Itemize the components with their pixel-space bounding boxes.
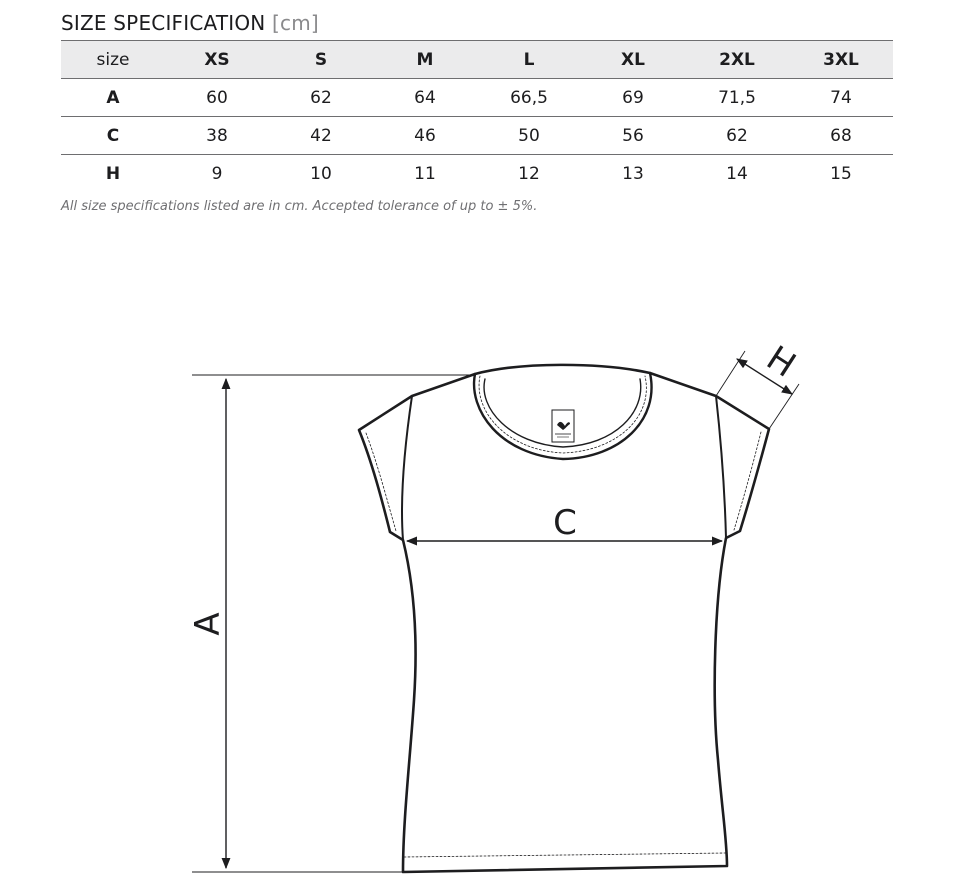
table-cell: 69 (622, 87, 644, 108)
title-unit: [cm] (272, 11, 319, 35)
row-label: C (106, 125, 120, 146)
table-cell: 62 (726, 125, 748, 146)
header-size: size (96, 49, 130, 70)
table-cell: 9 (211, 163, 223, 184)
table-cell: 71,5 (718, 87, 756, 108)
table-cell: 38 (206, 125, 228, 146)
header-l: L (523, 49, 535, 70)
table-cell: 10 (310, 163, 332, 184)
right-armhole (716, 396, 726, 538)
left-sleeve-hem (366, 433, 396, 531)
table-cell: 68 (830, 125, 852, 146)
neck-label (552, 410, 574, 442)
table-cell: 50 (518, 125, 540, 146)
label-c: C (553, 503, 577, 543)
table-cell: 64 (414, 87, 436, 108)
dimension-h (716, 338, 803, 429)
table-cell: 46 (414, 125, 436, 146)
header-2xl: 2XL (719, 49, 755, 70)
table-cell: 12 (518, 163, 540, 184)
table-cell: 62 (310, 87, 332, 108)
header-m: M (416, 49, 434, 70)
dimension-a (188, 375, 472, 872)
table-cell: 14 (726, 163, 748, 184)
row-label: A (106, 87, 120, 108)
bottom-hem (404, 853, 726, 857)
label-a: A (188, 612, 228, 636)
title-main: SIZE SPECIFICATION (61, 11, 266, 35)
table-cell: 56 (622, 125, 644, 146)
row-label: H (105, 163, 121, 184)
table-cell: 13 (622, 163, 644, 184)
tolerance-note: All size specifications listed are in cm. Accepted tolerance of up to ± 5%. (61, 199, 538, 214)
table-cell: 11 (414, 163, 436, 184)
table-cell: 74 (830, 87, 852, 108)
header-xl: XL (621, 49, 645, 70)
right-sleeve-hem (734, 432, 761, 530)
header-xs: XS (204, 49, 230, 70)
header-3xl: 3XL (823, 49, 859, 70)
header-s: S (314, 49, 328, 70)
dimension-c (407, 503, 722, 543)
table-cell: 15 (830, 163, 852, 184)
table-cell: 66,5 (510, 87, 548, 108)
label-h: H (759, 338, 803, 386)
table-cell: 42 (310, 125, 332, 146)
left-armhole (402, 396, 412, 540)
table-cell: 60 (206, 87, 228, 108)
